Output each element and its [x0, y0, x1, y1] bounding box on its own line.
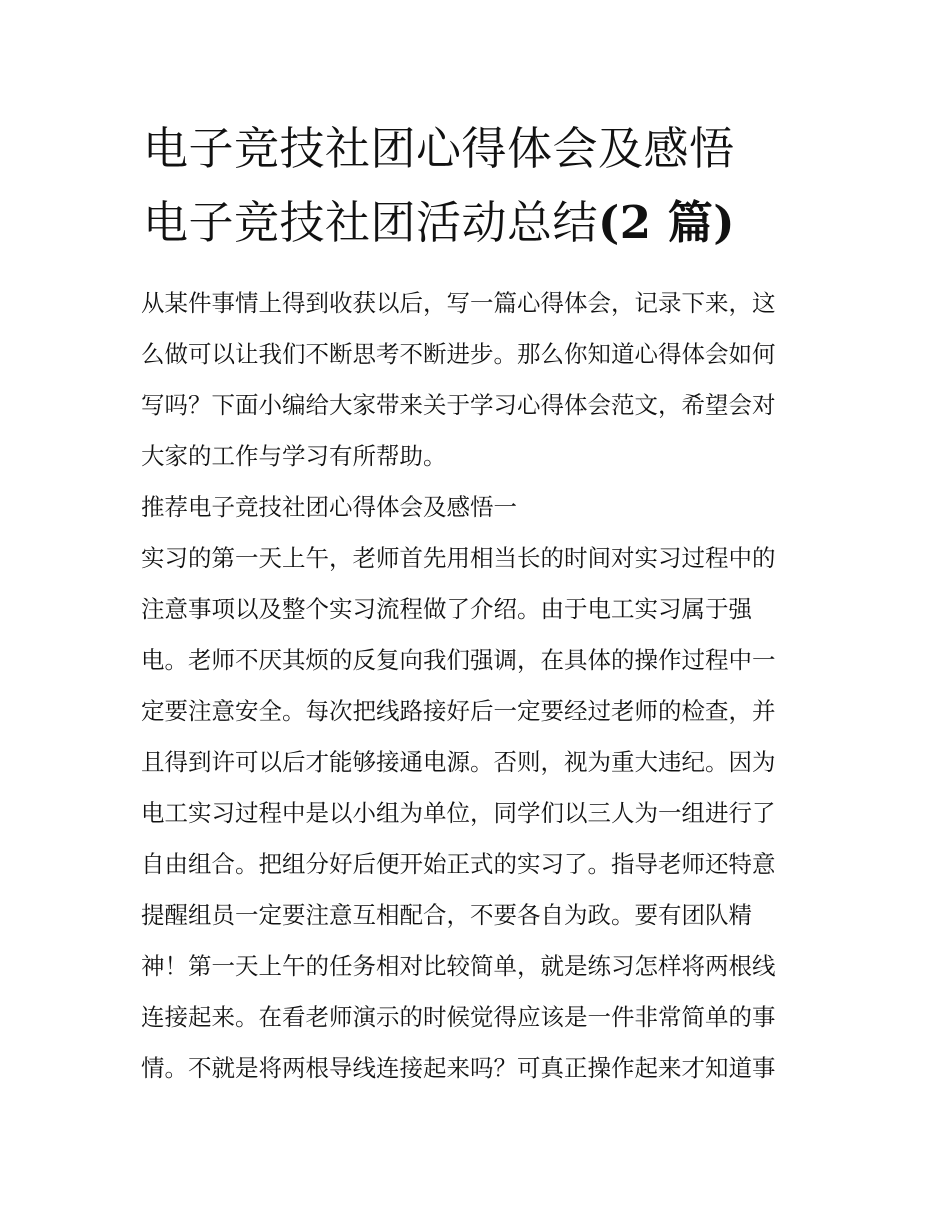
text-line: 大家的工作与学习有所帮助。	[141, 442, 447, 470]
title-line-2-text: 电子竞技社团活动总结	[143, 196, 599, 249]
text-line: 注意事项以及整个实习流程做了介绍。由于电工实习属于强	[141, 595, 752, 623]
text-line: 且得到许可以后才能够接通电源。否则，视为重大违纪。因为	[141, 748, 776, 776]
title-line-1: 电子竞技社团心得体会及感悟	[143, 122, 735, 175]
text-line: 连接起来。在看老师演示的时候觉得应该是一件非常简单的事	[141, 1003, 776, 1031]
text-line: 从某件事情上得到收获以后，写一篇心得体会，记录下来，这	[141, 289, 776, 317]
text-line: 电。老师不厌其烦的反复向我们强调，在具体的操作过程中一	[141, 646, 776, 674]
text-line: 实习的第一天上午，老师首先用相当长的时间对实习过程中的	[141, 544, 776, 572]
text-line: 神！第一天上午的任务相对比较简单，就是练习怎样将两根线	[141, 952, 776, 980]
document-title	[143, 112, 823, 260]
text-line: 提醒组员一定要注意互相配合，不要各自为政。要有团队精	[141, 901, 752, 929]
text-line: 自由组合。把组分好后便开始正式的实习了。指导老师还特意	[141, 850, 776, 878]
title-line-2-suffix: (2 篇)	[598, 196, 736, 249]
text-line: 情。不就是将两根导线连接起来吗？可真正操作起来才知道事	[141, 1054, 776, 1082]
text-line: 定要注意安全。每次把线路接好后一定要经过老师的检查，并	[141, 697, 776, 725]
title-line-2	[143, 186, 823, 260]
text-line: 写吗？下面小编给大家带来关于学习心得体会范文，希望会对	[141, 391, 776, 419]
section-heading: 推荐电子竞技社团心得体会及感悟一	[141, 493, 517, 521]
document-body	[141, 278, 821, 1094]
text-line: 电工实习过程中是以小组为单位，同学们以三人为一组进行了	[141, 799, 776, 827]
text-line: 么做可以让我们不断思考不断进步。那么你知道心得体会如何	[141, 340, 776, 368]
